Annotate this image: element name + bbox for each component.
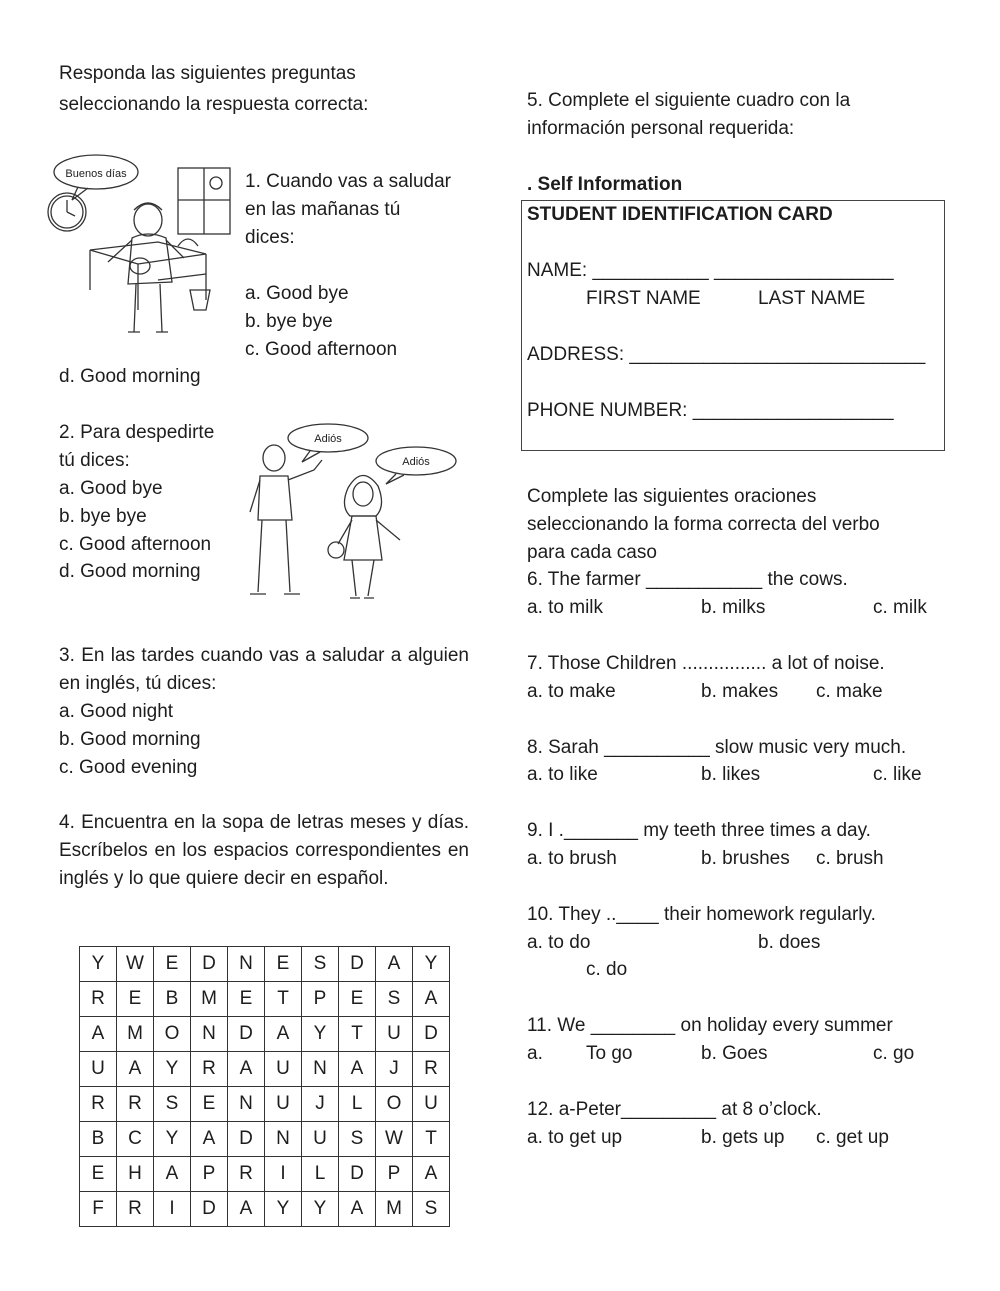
verbs-intro-line-3: para cada caso — [527, 542, 657, 563]
q2-stem-line-1: 2. Para despedirte — [59, 422, 215, 443]
grid-cell[interactable]: P — [376, 1157, 413, 1192]
grid-cell[interactable]: F — [80, 1192, 117, 1227]
q1-option-b[interactable]: b. bye bye — [245, 311, 333, 332]
q11-option-b[interactable]: b. Goes — [701, 1043, 768, 1064]
q8-option-b[interactable]: b. likes — [701, 764, 761, 785]
grid-cell[interactable]: R — [117, 1087, 154, 1122]
grid-cell[interactable]: E — [191, 1087, 228, 1122]
grid-cell[interactable]: M — [117, 1017, 154, 1052]
grid-cell[interactable]: E — [228, 982, 265, 1017]
grid-cell[interactable]: R — [117, 1192, 154, 1227]
first-name-label: FIRST NAME — [586, 288, 701, 309]
speech-bubble-text-2: Adiós — [402, 456, 430, 468]
q3-stem: 3. En las tardes cuando vas a saludar a alguien en inglés, tú dices: — [59, 645, 469, 694]
grid-cell[interactable]: U — [265, 1087, 302, 1122]
grid-cell[interactable]: W — [117, 947, 154, 982]
grid-cell[interactable]: A — [376, 947, 413, 982]
q1-option-d[interactable]: d. Good morning — [59, 366, 201, 387]
q9-option-c[interactable]: c. brush — [816, 848, 884, 869]
grid-cell[interactable]: E — [154, 947, 191, 982]
grid-cell[interactable]: L — [302, 1157, 339, 1192]
grid-cell[interactable]: J — [302, 1087, 339, 1122]
grid-row — [80, 1157, 450, 1192]
address-field[interactable]: ADDRESS: ____________________________ — [527, 344, 926, 365]
q2-option-c[interactable]: c. Good afternoon — [59, 534, 212, 555]
q6-stem: 6. The farmer ___________ the cows. — [527, 569, 848, 590]
q2-option-a[interactable]: a. Good bye — [59, 478, 163, 499]
q2-option-b[interactable]: b. bye bye — [59, 506, 147, 527]
grid-cell[interactable]: U — [413, 1087, 450, 1122]
q1-stem-line-1: 1. Cuando vas a saludar — [245, 171, 451, 192]
grid-row — [80, 1122, 450, 1157]
grid-cell[interactable]: A — [80, 1017, 117, 1052]
q7-option-b[interactable]: b. makes — [701, 681, 779, 702]
grid-cell[interactable]: I — [154, 1192, 191, 1227]
grid-cell[interactable]: A — [339, 1192, 376, 1227]
q6-option-b[interactable]: b. milks — [701, 597, 766, 618]
q3-option-c[interactable]: c. Good evening — [59, 757, 198, 778]
grid-cell[interactable]: D — [413, 1017, 450, 1052]
grid-cell[interactable]: M — [376, 1192, 413, 1227]
q5-stem-line-2: información personal requerida: — [527, 118, 795, 139]
grid-row — [80, 982, 450, 1017]
name-field[interactable]: NAME: ___________ _________________ — [527, 260, 894, 281]
q8-option-a[interactable]: a. to like — [527, 764, 598, 785]
grid-cell[interactable]: W — [376, 1122, 413, 1157]
grid-cell[interactable]: E — [80, 1157, 117, 1192]
speech-bubble-text: Buenos días — [65, 168, 127, 180]
grid-row — [80, 1017, 450, 1052]
grid-cell[interactable]: N — [228, 947, 265, 982]
q7-option-a[interactable]: a. to make — [527, 681, 616, 702]
grid-cell[interactable]: U — [302, 1122, 339, 1157]
grid-cell[interactable]: I — [265, 1157, 302, 1192]
q2-stem-line-2: tú dices: — [59, 450, 130, 471]
q10-option-a[interactable]: a. to do — [527, 932, 591, 953]
q1-stem-line-3: dices: — [245, 227, 295, 248]
grid-cell[interactable]: S — [339, 1122, 376, 1157]
q7-stem: 7. Those Children ................ a lot of noise. — [527, 653, 885, 674]
grid-cell[interactable]: N — [265, 1122, 302, 1157]
grid-cell[interactable]: D — [228, 1122, 265, 1157]
q11-option-a-letter: a. — [527, 1043, 543, 1064]
grid-cell[interactable]: S — [302, 947, 339, 982]
section-title: . Self Information — [527, 174, 683, 195]
q10-option-b[interactable]: b. does — [758, 932, 821, 953]
grid-cell[interactable]: U — [265, 1052, 302, 1087]
grid-cell[interactable]: T — [413, 1122, 450, 1157]
grid-cell[interactable]: O — [376, 1087, 413, 1122]
q12-option-c[interactable]: c. get up — [816, 1127, 889, 1148]
q3-option-b[interactable]: b. Good morning — [59, 729, 201, 750]
grid-cell[interactable]: E — [265, 947, 302, 982]
q7-option-c[interactable]: c. make — [816, 681, 883, 702]
grid-row — [80, 1192, 450, 1227]
grid-cell[interactable]: L — [339, 1087, 376, 1122]
grid-cell[interactable]: U — [376, 1017, 413, 1052]
grid-cell[interactable]: M — [191, 982, 228, 1017]
grid-cell[interactable]: Y — [80, 947, 117, 982]
goodbye-illustration — [240, 420, 460, 610]
grid-cell[interactable]: A — [339, 1052, 376, 1087]
morning-greeting-illustration — [38, 150, 238, 340]
grid-cell[interactable]: D — [191, 947, 228, 982]
grid-cell[interactable]: J — [376, 1052, 413, 1087]
q6-option-a[interactable]: a. to milk — [527, 597, 604, 618]
last-name-label: LAST NAME — [758, 288, 866, 309]
grid-cell[interactable]: A — [191, 1122, 228, 1157]
q5-stem-line-1: 5. Complete el siguiente cuadro con la — [527, 90, 851, 111]
grid-cell[interactable]: A — [117, 1052, 154, 1087]
grid-cell[interactable]: E — [117, 982, 154, 1017]
verbs-intro-line-1: Complete las siguientes oraciones — [527, 486, 817, 507]
grid-cell[interactable]: Y — [413, 947, 450, 982]
q10-option-c[interactable]: c. do — [586, 959, 628, 980]
grid-cell[interactable]: Y — [302, 1017, 339, 1052]
q8-stem: 8. Sarah __________ slow music very much. — [527, 737, 907, 758]
q1-option-a[interactable]: a. Good bye — [245, 283, 349, 304]
instructions-line-2: seleccionando la respuesta correcta: — [59, 94, 369, 115]
q12-stem: 12. a-Peter_________ at 8 o’clock. — [527, 1099, 822, 1120]
card-title: STUDENT IDENTIFICATION CARD — [527, 204, 833, 225]
q10-stem: 10. They ..____ their homework regularly. — [527, 904, 876, 925]
q4-stem: 4. Encuentra en la sopa de letras meses y días. Escríbelos en los espacios correspondientes en inglés y lo que quiere decir en español. — [59, 812, 469, 889]
grid-cell[interactable]: T — [339, 1017, 376, 1052]
grid-cell[interactable]: A — [413, 1157, 450, 1192]
grid-cell[interactable]: Y — [154, 1052, 191, 1087]
q2-option-d[interactable]: d. Good morning — [59, 561, 201, 582]
grid-cell[interactable]: R — [191, 1052, 228, 1087]
grid-cell[interactable]: B — [80, 1122, 117, 1157]
grid-cell[interactable]: R — [80, 1087, 117, 1122]
grid-cell[interactable]: A — [413, 982, 450, 1017]
grid-cell[interactable]: D — [339, 1157, 376, 1192]
speech-bubble-text-1: Adiós — [314, 433, 342, 445]
grid-cell[interactable]: N — [191, 1017, 228, 1052]
grid-cell[interactable]: A — [265, 1017, 302, 1052]
q6-option-c[interactable]: c. milk — [873, 597, 927, 618]
grid-cell[interactable]: Y — [302, 1192, 339, 1227]
grid-row — [80, 947, 450, 982]
grid-cell[interactable]: A — [228, 1192, 265, 1227]
grid-cell[interactable]: S — [413, 1192, 450, 1227]
grid-cell[interactable]: R — [413, 1052, 450, 1087]
grid-cell[interactable]: O — [154, 1017, 191, 1052]
grid-cell[interactable]: D — [191, 1192, 228, 1227]
grid-cell[interactable]: A — [228, 1052, 265, 1087]
q8-option-c[interactable]: c. like — [873, 764, 922, 785]
grid-cell[interactable]: Y — [154, 1122, 191, 1157]
q12-option-a[interactable]: a. to get up — [527, 1127, 623, 1148]
grid-cell[interactable]: T — [265, 982, 302, 1017]
grid-cell[interactable]: P — [191, 1157, 228, 1192]
grid-row — [80, 1052, 450, 1087]
grid-cell[interactable]: C — [117, 1122, 154, 1157]
grid-cell[interactable]: N — [228, 1087, 265, 1122]
instructions-line-1: Responda las siguientes preguntas — [59, 63, 356, 84]
grid-cell[interactable]: B — [154, 982, 191, 1017]
grid-cell[interactable]: Y — [265, 1192, 302, 1227]
verbs-intro-line-2: seleccionando la forma correcta del verbo — [527, 514, 880, 535]
q1-option-c[interactable]: c. Good afternoon — [245, 339, 398, 360]
grid-cell[interactable]: D — [339, 947, 376, 982]
grid-cell[interactable]: R — [80, 982, 117, 1017]
q9-option-b[interactable]: b. brushes — [701, 848, 790, 869]
q11-stem: 11. We ________ on holiday every summer — [527, 1015, 893, 1036]
grid-cell[interactable]: E — [339, 982, 376, 1017]
phone-field[interactable]: PHONE NUMBER: ___________________ — [527, 400, 894, 421]
grid-cell[interactable]: S — [154, 1087, 191, 1122]
q12-option-b[interactable]: b. gets up — [701, 1127, 785, 1148]
grid-cell[interactable]: H — [117, 1157, 154, 1192]
q11-option-a[interactable]: To go — [586, 1043, 633, 1064]
q1-stem-line-2: en las mañanas tú — [245, 199, 401, 220]
q9-option-a[interactable]: a. to brush — [527, 848, 617, 869]
grid-cell[interactable]: U — [80, 1052, 117, 1087]
grid-row — [80, 1087, 450, 1122]
grid-cell[interactable]: N — [302, 1052, 339, 1087]
q3-option-a[interactable]: a. Good night — [59, 701, 174, 722]
grid-cell[interactable]: D — [228, 1017, 265, 1052]
grid-cell[interactable]: P — [302, 982, 339, 1017]
q9-stem: 9. I ._______ my teeth three times a day. — [527, 820, 871, 841]
grid-cell[interactable]: A — [154, 1157, 191, 1192]
grid-cell[interactable]: R — [228, 1157, 265, 1192]
grid-cell[interactable]: S — [376, 982, 413, 1017]
word-search-grid — [79, 946, 450, 1227]
q11-option-c[interactable]: c. go — [873, 1043, 915, 1064]
